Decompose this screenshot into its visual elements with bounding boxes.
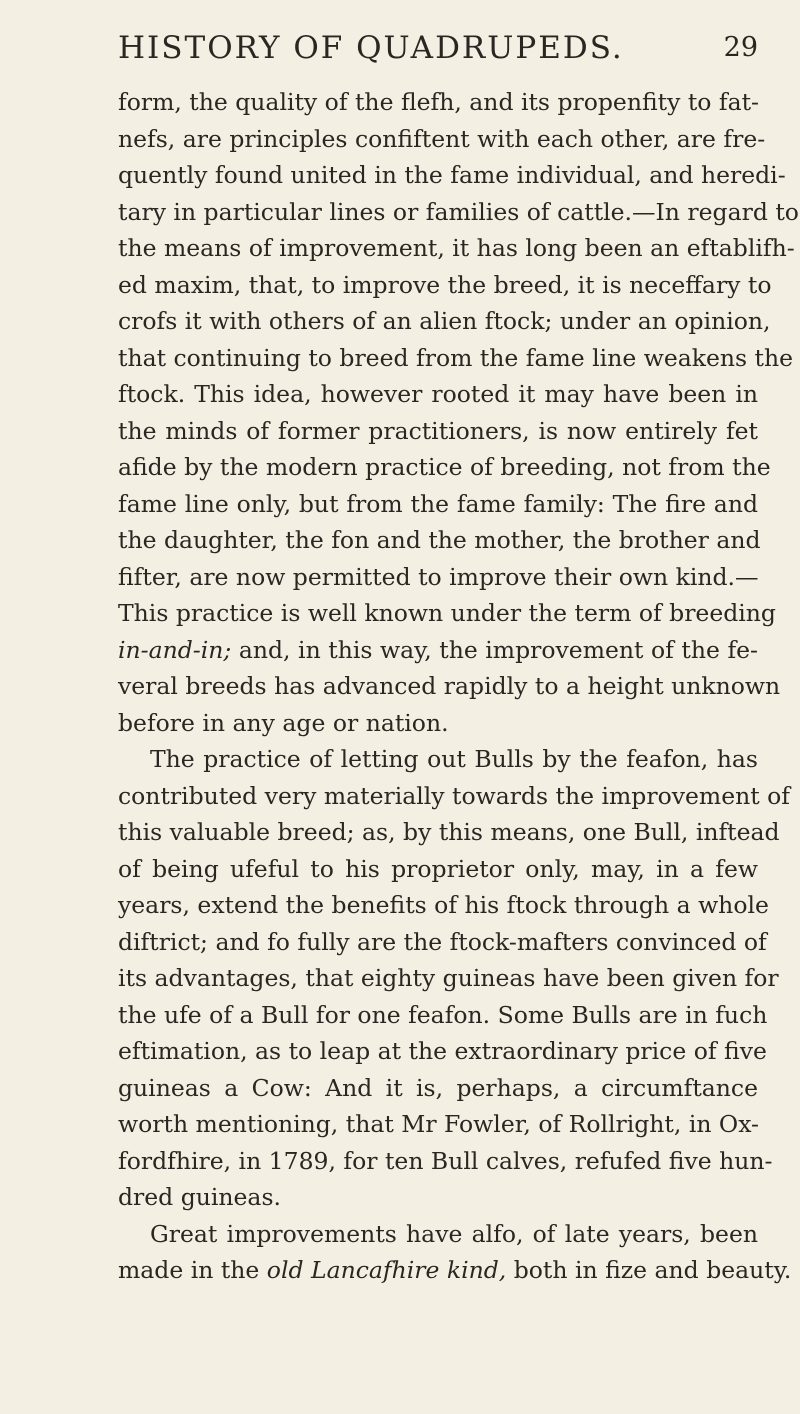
- paragraph-2: [118, 741, 790, 1216]
- text-line: fifter, are now permitted to improve their own kind.—: [118, 562, 759, 591]
- text-line: [118, 1252, 792, 1289]
- running-head: HISTORY OF QUADRUPEDS.: [118, 30, 624, 66]
- text-line: the minds of former practitioners, is now entirely fet: [118, 416, 758, 445]
- paragraph-1: [118, 84, 799, 741]
- text-line: ed maxim, that, to improve the breed, it is neceffary to: [118, 270, 772, 299]
- text-line: that continuing to breed from the fame line weakens the: [118, 343, 794, 372]
- text-line: before in any age or nation.: [118, 708, 449, 737]
- text-line: worth mentioning, that Mr Fowler, of Rollright, in Ox-: [118, 1110, 759, 1138]
- italic-term: old Lancafhire kind,: [266, 1256, 507, 1284]
- text-span: both in fize and beauty.: [506, 1256, 792, 1284]
- text-line: the means of improvement, it has long been an eftablifh-: [118, 234, 795, 262]
- text-line: this valuable breed; as, by this means, one Bull, inftead: [118, 818, 780, 846]
- text-line: fordfhire, in 1789, for ten Bull calves, refufed five hun-: [118, 1146, 773, 1175]
- text-line: quently found united in the fame individual, and heredi-: [118, 161, 786, 189]
- page-header: [118, 30, 758, 80]
- text-line: tary in particular lines or families of cattle.—In regard to: [118, 197, 799, 226]
- italic-term: in-and-in;: [118, 635, 232, 664]
- paragraph-3: [118, 1216, 792, 1289]
- text-line: eftimation, as to leap at the extraordinary price of five: [118, 1037, 767, 1065]
- text-line: nefs, are principles confiftent with each other, are fre-: [118, 124, 766, 153]
- text-line: crofs it with others of an alien ftock; under an opinion,: [118, 307, 771, 335]
- text-line: contributed very materially towards the improvement of: [118, 781, 790, 810]
- text-line: dred guineas.: [118, 1183, 281, 1211]
- text-line: its advantages, that eighty guineas have been given for: [118, 964, 779, 992]
- text-line: Great improvements have alfo, of late years, been: [150, 1219, 758, 1248]
- text-line: guineas a Cow: And it is, perhaps, a circumftance: [118, 1073, 758, 1102]
- text-span: made in the: [118, 1256, 267, 1284]
- text-line: ftock. This idea, however rooted it may have been in: [118, 380, 758, 408]
- text-line: veral breeds has advanced rapidly to a height unknown: [118, 672, 781, 700]
- text-line: the daughter, the fon and the mother, the brother and: [118, 526, 761, 554]
- text-line: form, the quality of the flefh, and its propenfity to fat-: [118, 88, 759, 116]
- text-line: of being ufeful to his proprietor only, may, in a few: [118, 854, 758, 883]
- text-line: diftrict; and fo fully are the ftock-mafters convinced of: [118, 927, 767, 956]
- text-span: and, in this way, the improvement of the fe-: [231, 635, 758, 664]
- text-line: the ufe of a Bull for one feafon. Some Bulls are in fuch: [118, 1000, 768, 1029]
- body-text: [118, 84, 799, 1289]
- text-line: years, extend the benefits of his ftock through a whole: [118, 891, 769, 919]
- text-line: The practice of letting out Bulls by the feafon, has: [150, 745, 758, 773]
- text-line: [118, 632, 758, 669]
- text-line: This practice is well known under the term of breeding: [118, 599, 776, 627]
- text-line: fame line only, but from the fame family: The fire and: [118, 489, 758, 518]
- text-line: afide by the modern practice of breeding, not from the: [118, 453, 771, 481]
- page-number: 29: [723, 32, 758, 63]
